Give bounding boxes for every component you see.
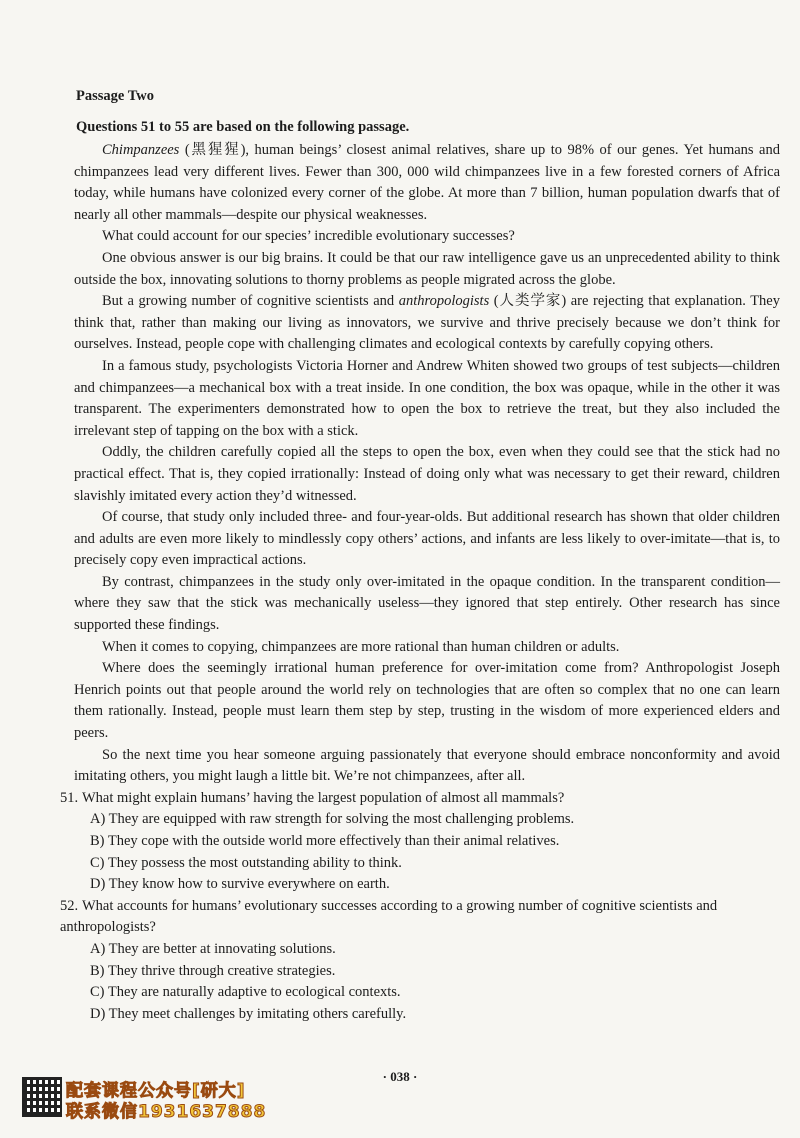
question-51-options bbox=[90, 809, 780, 895]
passage-paragraph-11: So the next time you hear someone arguing passionately that everyone should embrace nonconformity and avoid imitating others, you might laugh a little bit. We’re not chimpanzees, after all. bbox=[74, 746, 780, 785]
term-anthropologists: anthropologists bbox=[398, 293, 490, 310]
term-chimpanzees: Chimpanzees bbox=[102, 142, 180, 158]
passage-paragraph-10: Where does the seemingly irrational human preference for over-imitation come from? Anthropologist Joseph Henrich points out that people around the world rely on technologies that are often so complex that no one can learn them rationally. Instead, people must learn them step by step, trusting in the wisdom of more experienced elders and peers. bbox=[74, 660, 780, 742]
question-text: What accounts for humans’ evolutionary successes according to a growing number of cognitive scientists and anthropologists? bbox=[60, 897, 718, 936]
passage-paragraph-8: By contrast, chimpanzees in the study only over-imitated in the opaque condition. In the transparent condition—where they saw that the stick was mechanically useless—they ignored that step entirely. Other research has since supported these findings. bbox=[74, 573, 780, 634]
passage-paragraph-7: Of course, that study only included three- and four-year-olds. But additional research has shown that older children and adults are even more likely to mindlessly copy others’ actions, and infants are less likely to over-imitate—that is, to precisely copy even impractical actions. bbox=[74, 509, 780, 569]
question-52-options bbox=[90, 939, 780, 1025]
section-title: Passage Two bbox=[76, 88, 155, 104]
page-number: · 038 · bbox=[382, 1069, 418, 1084]
questions-heading: Questions 51 to 55 are based on the following passage. bbox=[76, 119, 410, 135]
passage-paragraph-5: In a famous study, psychologists Victoria Horner and Andrew Whiten showed two groups of test subjects—children and chimpanzees—a mechanical box with a treat inside. In one condition, the box was opaque, while in the other it was transparent. The experimenters demonstrated how to open the box to retrieve the treat, but they also included the irrelevant step of tapping on the box with a stick. bbox=[74, 357, 780, 439]
option-d[interactable]: D) They know how to survive everywhere on earth. bbox=[90, 876, 390, 893]
option-a[interactable]: A) They are better at innovating solutions. bbox=[90, 940, 336, 957]
option-c[interactable]: C) They possess the most outstanding ability to think. bbox=[90, 854, 402, 871]
question-number: 51. bbox=[60, 789, 79, 806]
question-number: 52. bbox=[60, 897, 79, 914]
passage-paragraph-4: But a growing number of cognitive scientists and anthropologists (人类学家) are rejecting that explanation. They think that, rather than making our living as innovators, we survive and thrive precisely because we don’t think for ourselves. Instead, people cope with challenging climates and ecological contexts by carefully copying others. bbox=[74, 293, 780, 353]
passage-paragraph-1: Chimpanzees (黑猩猩), human beings’ closest animal relatives, share up to 98% of our genes. Yet humans and chimpanzees lead very different lives. Fewer than 300, 000 wild chimpanzees live in a few forested corners of Africa today, while humans have colonized every corner of the globe. At more than 7 billion, human population dwarfs that of nearly all other mammals—despite our physical weaknesses. bbox=[74, 142, 780, 223]
exam-page bbox=[60, 88, 780, 1025]
option-b[interactable]: B) They cope with the outside world more effectively than their animal relatives. bbox=[90, 833, 560, 849]
option-d[interactable]: D) They meet challenges by imitating others carefully. bbox=[90, 1005, 407, 1022]
watermark-line-2: 联系微信1931637888 bbox=[66, 1102, 267, 1122]
option-c[interactable]: C) They are naturally adaptive to ecological contexts. bbox=[90, 984, 401, 1001]
option-a[interactable]: A) They are equipped with raw strength for solving the most challenging problems. bbox=[90, 811, 575, 828]
watermark-line-1: 配套课程公众号[研大] bbox=[66, 1081, 246, 1101]
passage-paragraph-6: Oddly, the children carefully copied all the steps to open the box, even when they could see that the stick had no practical effect. That is, they copied irrationally: Instead of doing only what was necessary to get their reward, children slavishly imitated every action they’d witnessed. bbox=[74, 444, 780, 504]
passage-paragraph-3: One obvious answer is our big brains. It could be that our raw intelligence gave us an unprecedented ability to think outside the box, innovating solutions to thorny problems as people migrated across the globe. bbox=[74, 249, 780, 288]
passage-paragraph-2: What could account for our species’ incredible evolutionary successes? bbox=[102, 228, 515, 245]
question-text: What might explain humans’ having the largest population of almost all mammals? bbox=[82, 789, 565, 806]
passage-paragraph-9: When it comes to copying, chimpanzees are more rational than human children or adults. bbox=[102, 638, 620, 655]
question-51 bbox=[60, 788, 780, 810]
option-b[interactable]: B) They thrive through creative strategies. bbox=[90, 962, 336, 979]
qr-code-icon bbox=[22, 1077, 62, 1117]
question-52 bbox=[60, 896, 780, 939]
